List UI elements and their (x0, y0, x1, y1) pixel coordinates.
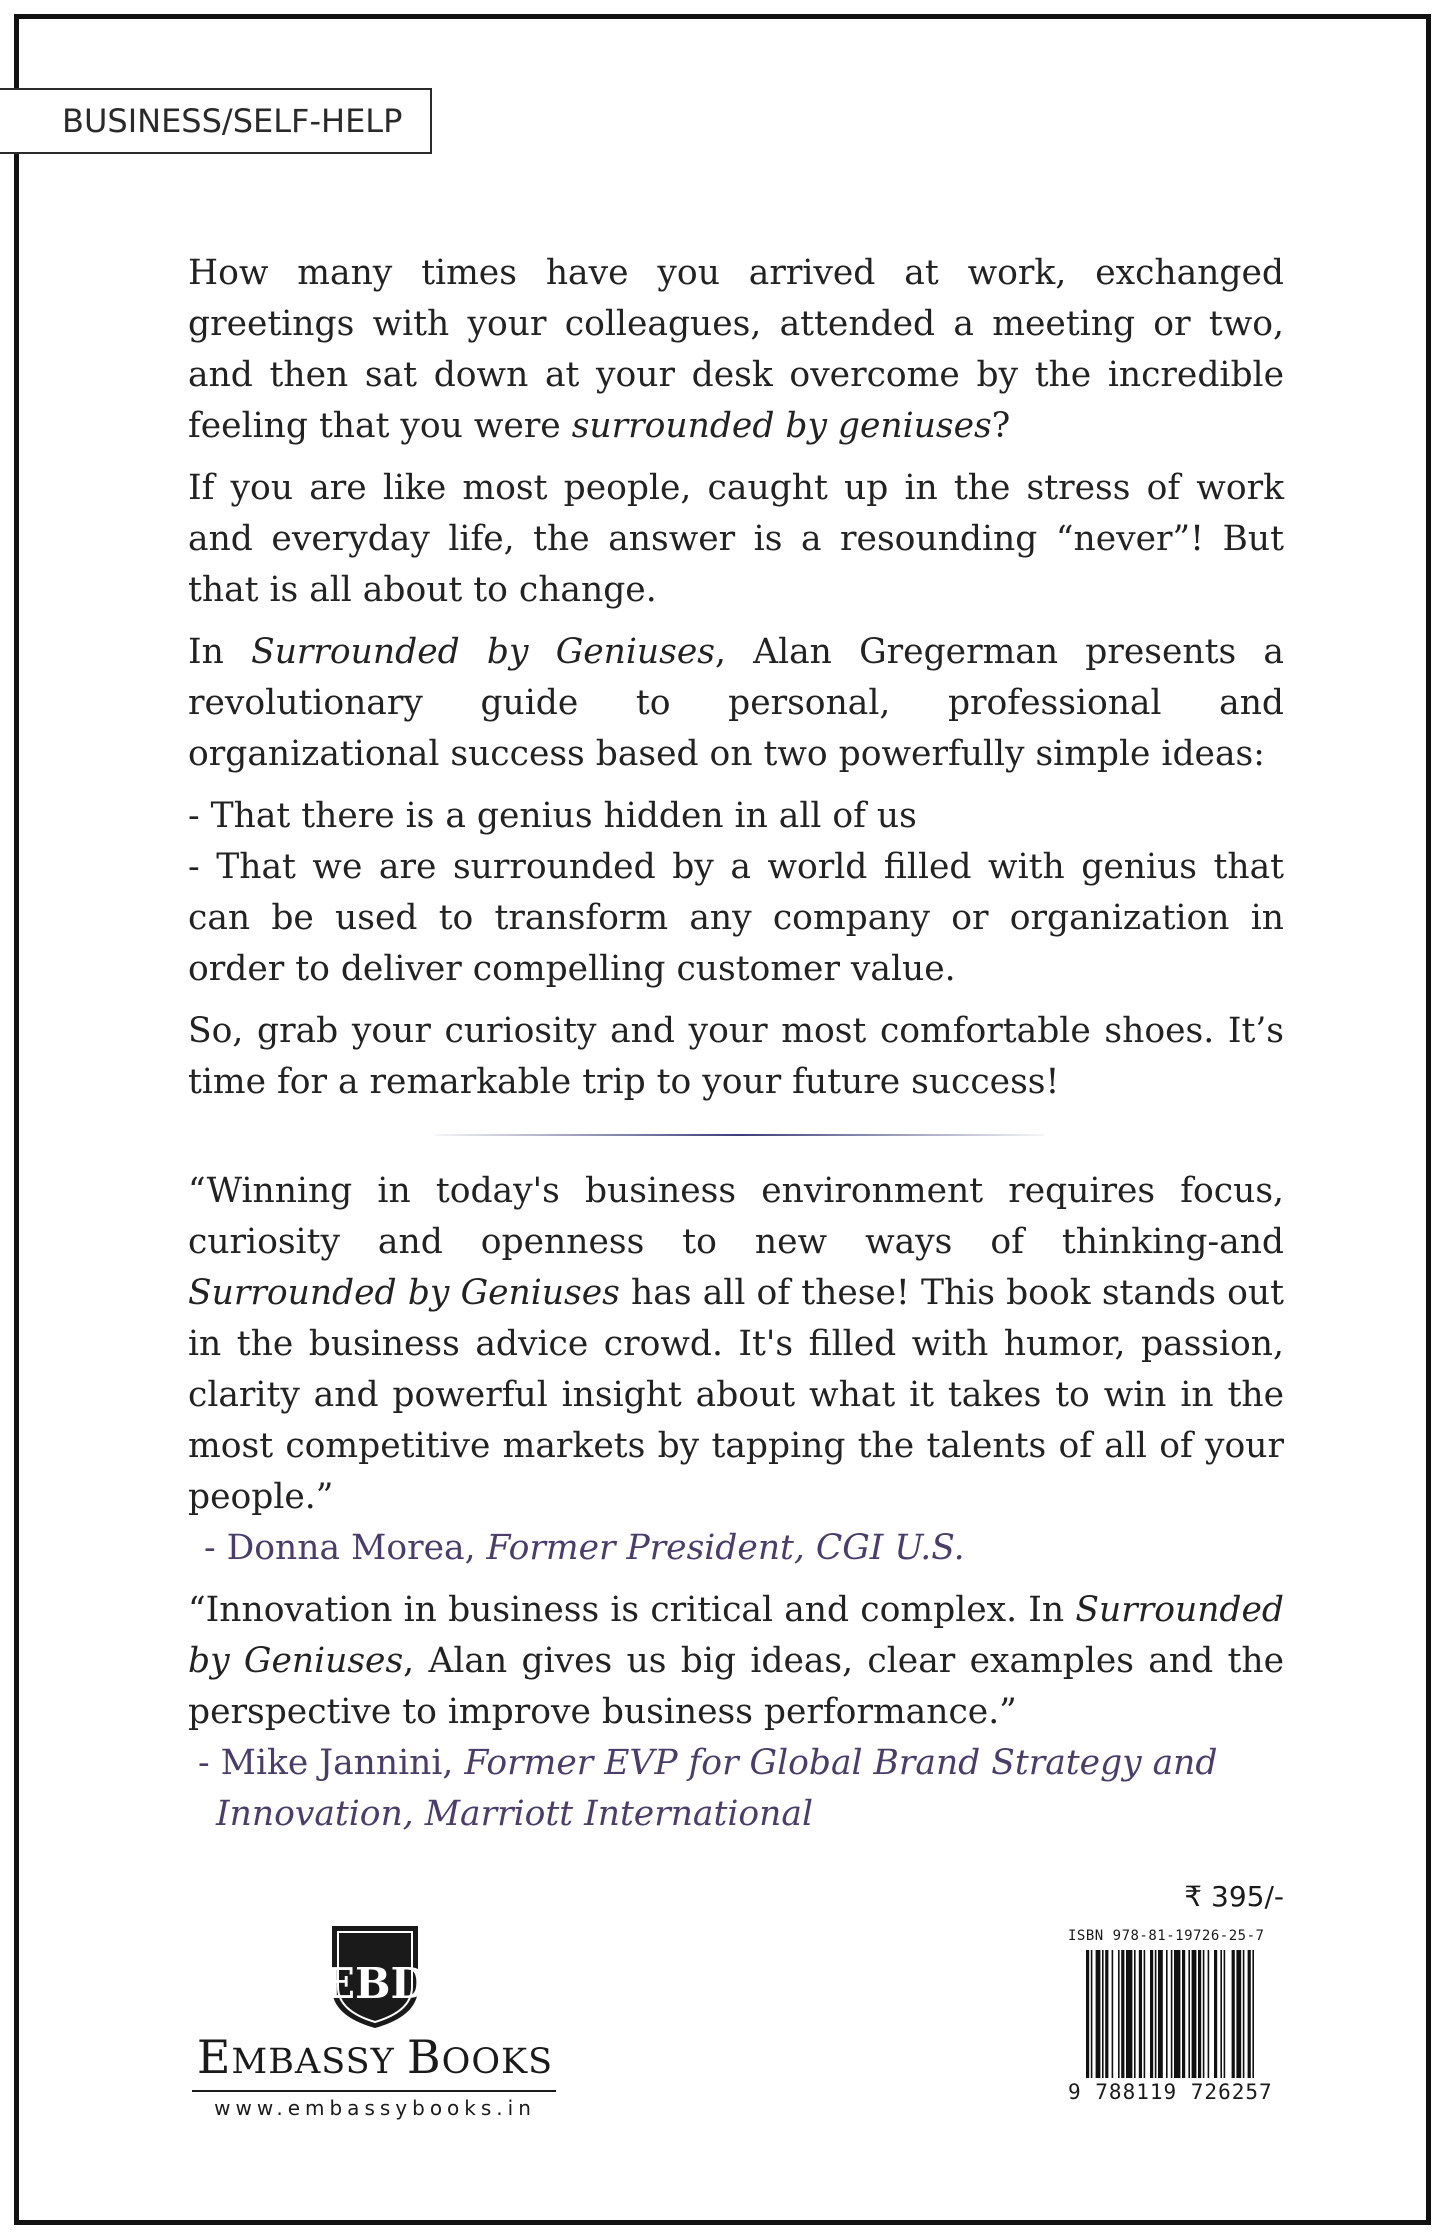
isbn-label: ISBN 978-81-19726-25-7 (1068, 1928, 1265, 1944)
barcode-icon (1068, 1950, 1284, 2082)
barcode-block (1068, 1880, 1284, 2120)
blurb-paragraph-2: If you are like most people, caught up in the stress of work and everyday life, the answer is a resounding “never”! But that is all about to change. (188, 468, 1284, 610)
publisher-logo-icon (190, 1916, 560, 2032)
publisher-rule (192, 2090, 556, 2092)
endorsement-quote-2: “Innovation in business is critical and complex. In Surrounded by Geniuses, Alan gives us big ideas, clear examples and the perspective to improve business performance.” (188, 1590, 1284, 1732)
blurb-paragraph-3: In Surrounded by Geniuses, Alan Gregerman presents a revolutionary guide to personal, professional and organizational success based on two powerfully simple ideas: (188, 632, 1284, 774)
ean-number: 9 788119 726257 (1068, 2080, 1273, 2104)
price-label: ₹ 395/- (1184, 1880, 1284, 1913)
publisher-url: www.embassybooks.in (214, 2096, 536, 2120)
endorsement-quote-1: “Winning in today's business environment requires focus, curiosity and openness to new ways of thinking-and Surrounded by Geniuses has all of these! This book stands out in the business advice crowd. It's filled with humor, passion, clarity and powerful insight about what it takes to win in the most competitive markets by tapping the talents of all of your people.” (188, 1171, 1284, 1517)
back-cover-text (188, 248, 1284, 1851)
category-label: BUSINESS/SELF-HELP (0, 88, 432, 154)
blurb-bullet-2: - That we are surrounded by a world filled with genius that can be used to transform any company or organization in order to deliver compelling customer value. (188, 847, 1284, 989)
section-divider (434, 1134, 1044, 1136)
endorsement-attribution-1: - Donna Morea, Former President, CGI U.S. (204, 1528, 965, 1568)
publisher-block (190, 1916, 560, 2120)
blurb-paragraph-4: So, grab your curiosity and your most comfortable shoes. It’s time for a remarkable trip to your future success! (188, 1011, 1284, 1102)
blurb-paragraph-1: How many times have you arrived at work, exchanged greetings with your colleagues, attended a meeting or two, and then sat down at your desk overcome by the incredible feeling that you were surrounded by geniuses? (188, 253, 1284, 446)
logo-monogram: EBD (323, 1959, 427, 2008)
publisher-name: EMBASSY BOOKS (196, 2030, 554, 2084)
blurb-bullet-1: - That there is a genius hidden in all of us (188, 796, 917, 836)
endorsement-attribution-2: - Mike Jannini, Former EVP for Global Brand Strategy and Innovation, Marriott International (198, 1743, 1218, 1834)
